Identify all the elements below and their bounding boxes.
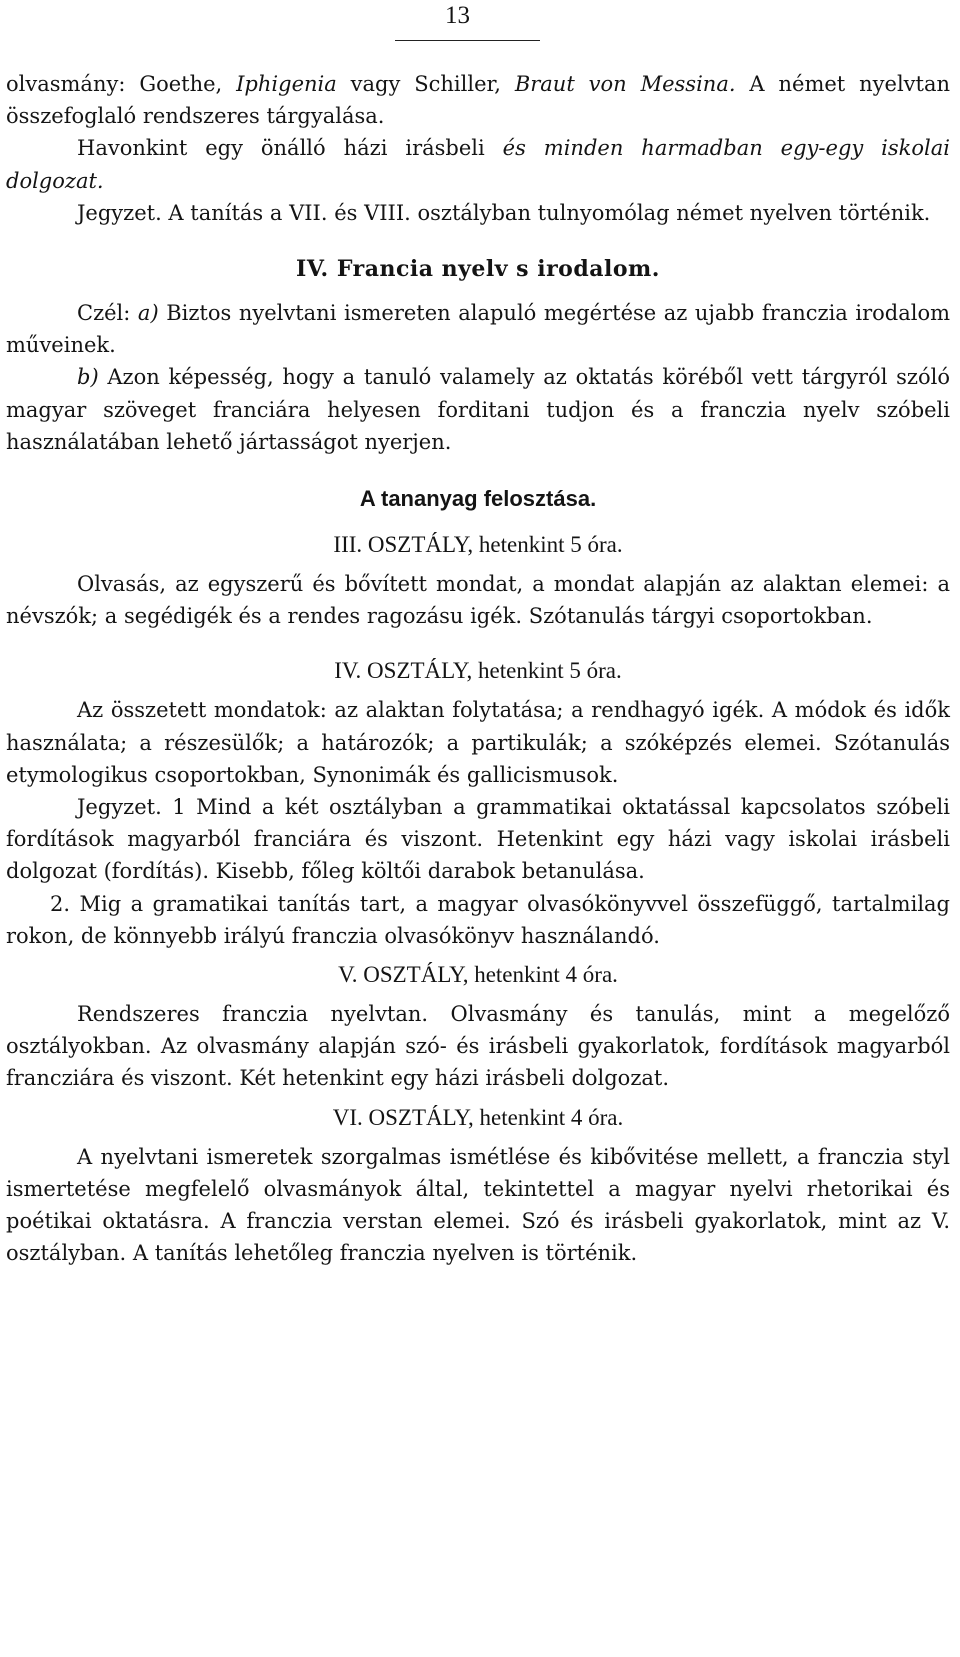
italic-text: Iphigenia	[236, 72, 337, 96]
text-run: Olvasás, az egyszerű és bővített mondat, a mondat alapján az alaktan elemei: a névszók; a segédigék és a rendes ragozásu igék. Szótanulás tárgyi csoportokban.	[6, 572, 950, 629]
text-run: A német nyelvtan összefoglaló rendszeres tárgyalása.	[6, 72, 951, 129]
class-heading: III. OSZTÁLY, hetenkint 5 óra.	[333, 532, 623, 558]
class-heading: VI. OSZTÁLY, hetenkint 4 óra.	[332, 1104, 624, 1130]
text-run: Azon képesség, hogy a tanuló valamely az oktatás köréből vett tárgyról szóló magyar szöveget franciára helyesen forditani tudjon és a franczia nyelv szóbeli használatában lehető jártasságot nyerjen.	[6, 365, 950, 454]
text-run: Czél:	[77, 301, 138, 326]
text-run: olvasmány: Goethe,	[6, 72, 237, 96]
paragraph	[6, 568, 950, 632]
subsection-heading: A tananyag felosztása.	[359, 486, 597, 512]
text-run: 2. Mig a gramatikai tanítás tart, a magyar olvasókönyvvel összefüggő, tartalmilag rokon, de könnyebb irályú franczia olvasókönyv használandó.	[6, 891, 950, 948]
text-run: Havonkint egy önálló házi irásbeli	[77, 136, 503, 161]
italic-text: Braut von Messina.	[514, 72, 736, 96]
paragraph	[6, 998, 950, 1095]
paragraph	[6, 297, 950, 361]
paragraph	[6, 361, 950, 458]
paragraph	[6, 197, 950, 229]
text-run: Az összetett mondatok: az alaktan folytatása; a rendhagyó igék. A módok és idők használata; a részesülők; a határozók; a partikulák; a szóképzés elemei. Szótanulás etymologikus csoportokban, Synonimák és gallicismusok.	[6, 698, 950, 787]
body-text	[6, 68, 950, 1269]
italic-text: a)	[137, 301, 159, 326]
italic-text: b)	[77, 365, 99, 390]
text-run: A nyelvtani ismeretek szorgalmas ismétlése és kibővitése mellett, a franczia styl ismertetése megfelelő olvasmányok által, tekintettel a magyar nyelvi rhetorikai és poétikai oktatásra. A franczia verstan elemei. Szó és irásbeli gyakorlatok, mint az V. osztályban. A tanítás lehetőleg franczia nyelven is történik.	[6, 1144, 950, 1266]
class-heading: V. OSZTÁLY, hetenkint 4 óra.	[338, 962, 618, 988]
paragraph	[6, 694, 950, 791]
paragraph	[6, 1141, 950, 1270]
italic-text: és minden harmadban egy-egy iskolai dolgozat.	[6, 136, 950, 193]
text-run: Rendszeres franczia nyelvtan. Olvasmány és tanulás, mint a megelőző osztályokban. Az olvasmány alapján szó- és irásbeli gyakorlatok, fordítások magyarból francziára és viszont. Két hetenkint egy házi irásbeli dolgozat.	[6, 1002, 950, 1091]
section-heading: IV. Francia nyelv s irodalom.	[296, 256, 660, 283]
paragraph	[6, 791, 950, 888]
text-run: Biztos nyelvtani ismereten alapuló megértése az ujabb franczia irodalom műveinek.	[6, 301, 951, 358]
header-rule	[395, 40, 540, 41]
paragraph	[6, 888, 950, 952]
page-number: 13	[445, 2, 470, 29]
text-run: vagy Schiller,	[336, 72, 515, 96]
paragraph	[6, 68, 950, 132]
class-heading: IV. OSZTÁLY, hetenkint 5 óra.	[334, 658, 622, 684]
text-run: Jegyzet. A tanítás a VII. és VIII. osztályban tulnyomólag német nyelven történik.	[77, 200, 931, 225]
paragraph	[6, 132, 950, 196]
text-run: Jegyzet. 1 Mind a két osztályban a grammatikai oktatással kapcsolatos szóbeli fordítások magyarból franciára és viszont. Hetenkint egy házi vagy iskolai irásbeli dolgozat (fordítás). Kisebb, főleg költői darabok betanulása.	[6, 795, 950, 884]
